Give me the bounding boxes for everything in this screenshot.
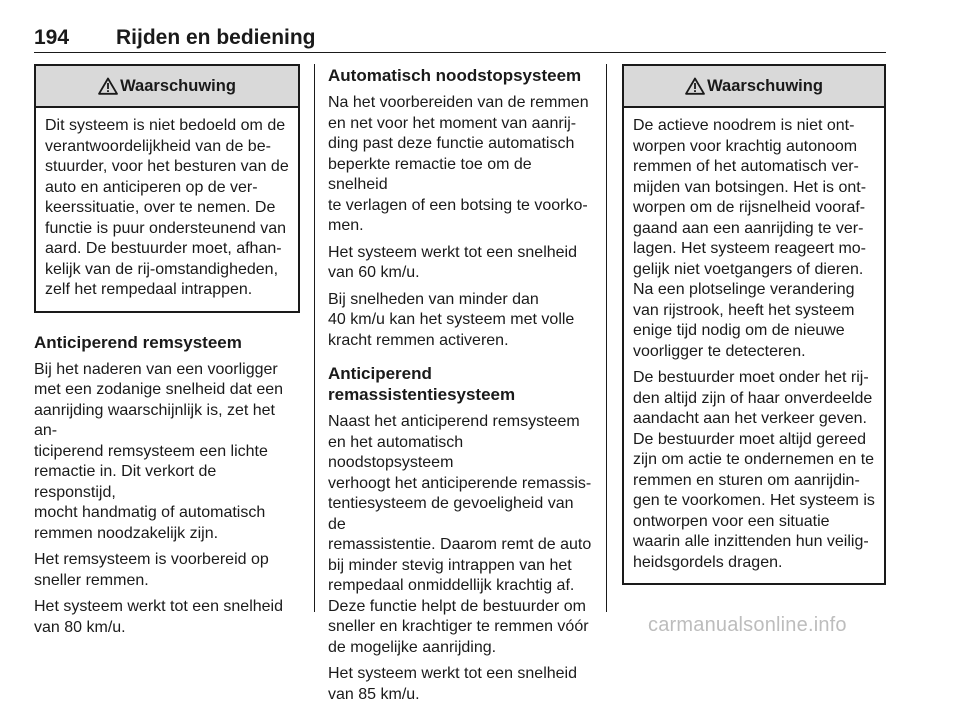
section-heading: Anticiperend remsysteem bbox=[34, 332, 242, 352]
paragraph: Het systeem werkt tot een snelheid van 85 km/u. bbox=[328, 665, 578, 703]
warning-triangle-icon bbox=[685, 77, 705, 95]
column-middle bbox=[328, 64, 592, 711]
warning-text: Dit systeem is niet bedoeld om de verantwoordelijkheid van de be- stuurder, voor het besturen van de auto en anticiperen op de ver- keerssituatie, over te nemen. De functie is puur ondersteunend van aard. De bestuurder moet, afhan- kelijk van de rij-omstandigheden, zelf het rempedaal intrappen. bbox=[45, 117, 289, 298]
warning-triangle-icon bbox=[98, 77, 118, 95]
paragraph: Bij het naderen van een voorligger met een zodanige snelheid dat een aanrijding waarschijnlijk is, zet het an- ticiperend remsysteem een lichte remactie in. Dit verkort de responstijd, mocht handmatig of automatisch remmen noodzakelijk zijn. bbox=[34, 360, 284, 542]
warning-title: Waarschuwing bbox=[120, 76, 236, 95]
paragraph: Het systeem werkt tot een snelheid van 60 km/u. bbox=[328, 243, 578, 281]
warning-header bbox=[36, 66, 298, 108]
warning-text: De actieve noodrem is niet ont- worpen voor krachtig autonoom remmen of het automatisch ver- mijden van botsingen. Het is ont- worpen om de rijsnelheid vooraf- gaand aan een aanrijding te ver- lagen. Het systeem reageert mo- gelijk niet voetgangers of dieren. Na een plotselinge verandering van rijstrook, heeft het systeem enige tijd nodig om de nieuwe voorligger te detecteren. De bestuurder moet onder het rij- den altijd zijn of haar onverdeelde aandacht aan het verkeer geven. De bestuurder moet altijd gereed zijn om actie te ondernemen en te remmen en sturen om aanrijdin- gen te voorkomen. Het systeem is ontworpen voor een situatie waarin alle inzittenden hun veilig- heidsgordels dragen. bbox=[633, 117, 875, 571]
warning-box bbox=[34, 64, 300, 313]
column-divider bbox=[606, 64, 607, 612]
paragraph: Het systeem werkt tot een snelheid van 80 km/u. bbox=[34, 598, 284, 636]
watermark: carmanualsonline.info bbox=[648, 614, 847, 636]
warning-box bbox=[622, 64, 886, 585]
paragraph: Het remsysteem is voorbereid op sneller remmen. bbox=[34, 551, 269, 589]
page-header bbox=[34, 24, 886, 53]
column-left bbox=[34, 64, 300, 644]
paragraph: Naast het anticiperend remsysteem en het automatisch noodstopsysteem verhoogt het anticiperende remassis- tentiesysteem de gevoeligheid van de remassistentie. Daarom remt de auto bij minder stevig intrappen van het rempedaal onmiddellijk krachtig af. Deze functie helpt de bestuurder om sneller en krachtiger te remmen vóór de mogelijke aanrijding. bbox=[328, 413, 592, 656]
section-heading: Anticiperend remassistentiesysteem bbox=[328, 364, 516, 404]
page-number: 194 bbox=[34, 26, 70, 49]
paragraph: Na het voorbereiden van de remmen en net voor het moment van aanrij- ding past deze functie automatisch beperkte remactie toe om de snelheid te verlagen of een botsing te voorko- men. bbox=[328, 94, 589, 234]
paragraph: Bij snelheden van minder dan 40 km/u kan het systeem met volle kracht remmen activeren. bbox=[328, 290, 575, 349]
section-heading: Automatisch noodstopsysteem bbox=[328, 66, 582, 85]
page-title: Rijden en bediening bbox=[116, 26, 316, 49]
warning-header bbox=[624, 66, 884, 108]
column-divider bbox=[314, 64, 315, 612]
warning-title: Waarschuwing bbox=[707, 76, 823, 95]
column-right bbox=[622, 64, 886, 585]
